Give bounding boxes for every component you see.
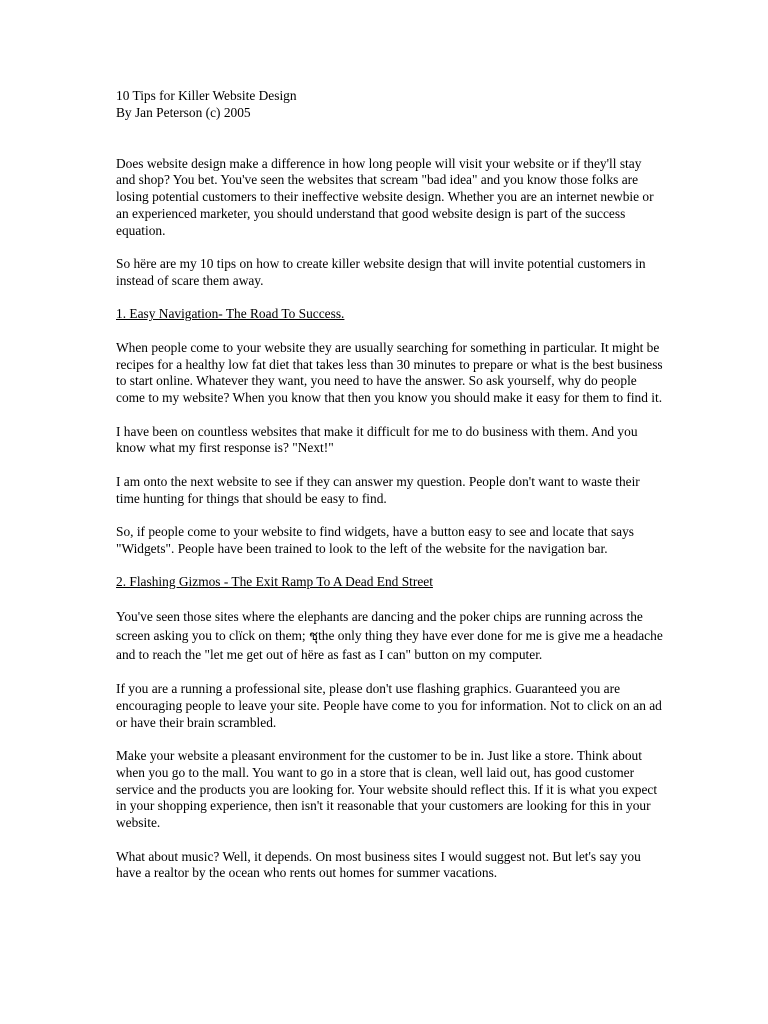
paragraph-gizmos-2: If you are a running a professional site, please don't use flashing graphics. Guaranteed you are encouraging people to leave your site. People have come to you for information. Not to click on an ad or have their brain scrambled. <box>116 681 662 730</box>
document-title: 10 Tips for Killer Website Design <box>116 88 297 103</box>
document-page <box>116 88 664 899</box>
paragraph-gizmos-3: Make your website a pleasant environment for the customer to be in. Just like a store. Think about when you go to the mall. You want to go in a store that is clean, well laid out, has good customer service and the products you are looking for. Your website should reflect this. If it is what you expect in your shopping experience, then isn't it reasonable that your customers are looking for this in your website. <box>116 748 658 831</box>
paragraph-navigation-4: So, if people come to your website to find widgets, have a button easy to see and locate that says "Widgets". People have been trained to look to the left of the website for the navigation bar. <box>116 523 635 556</box>
paragraph-gizmos-1: You've seen those sites where the elephants are dancing and the poker chips are running across the screen asking you to clïck on them; ชุthe only thing they have ever done for me is give me a headache and to reach the "let me get out of hëre as fast as I can" button on my computer. <box>116 609 663 663</box>
heading-tip-1: 1. Easy Navigation- The Road To Success. <box>116 306 345 322</box>
title-block <box>116 88 664 122</box>
paragraph-gizmos-4: What about music? Well, it depends. On most business sites I would suggest not. But let's say you have a realtor by the ocean who rents out homes for summer vacations. <box>116 848 641 881</box>
paragraph-tips-intro: So hëre are my 10 tips on how to create killer website design that will invite potential customers in instead of scare them away. <box>116 256 646 288</box>
paragraph-navigation-1: When people come to your website they are usually searching for something in particular. It might be recipes for a healthy low fat diet that takes less than 30 minutes to prepare or what is the best business to start online. Whatever they want, you need to have the answer. So ask yourself, why do people come to my website? When you know that then you know you should make it easy for them to find it. <box>116 339 663 406</box>
heading-tip-2: 2. Flashing Gizmos - The Exit Ramp To A Dead End Street <box>116 574 433 590</box>
paragraph-navigation-2: I have been on countless websites that make it difficult for me to do business with them. And you know what my first response is? "Next!" <box>116 423 638 456</box>
paragraph-intro: Does website design make a difference in how long people will visit your website or if they'll stay and shop? You bet. You've seen the websites that scream "bad idea" and you know those folks are losing potential customers to their ineffective website design. Whether you are an internet newbie or an experienced marketer, you should understand that good website design is part of the success equation. <box>116 155 654 238</box>
document-byline: By Jan Peterson (c) 2005 <box>116 104 251 120</box>
paragraph-navigation-3: I am onto the next website to see if they can answer my question. People don't want to waste their time hunting for things that should be easy to find. <box>116 473 640 506</box>
